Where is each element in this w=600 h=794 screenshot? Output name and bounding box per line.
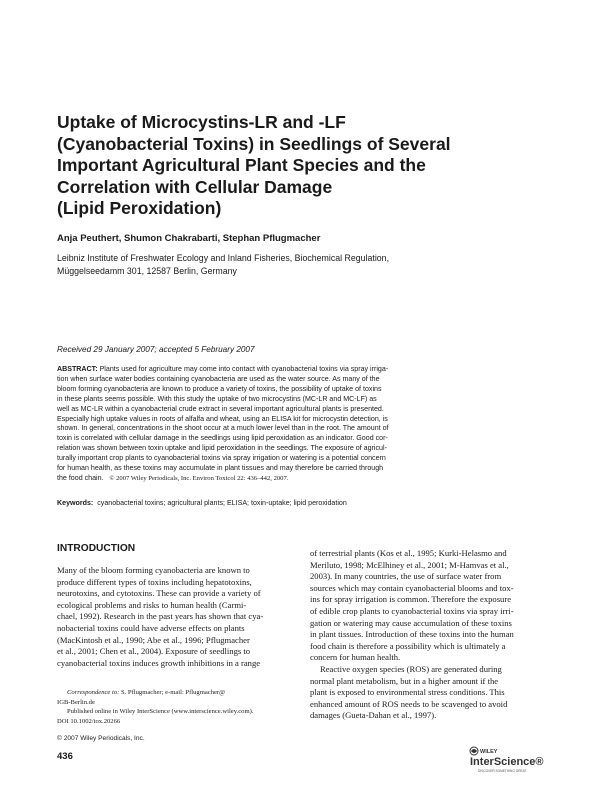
section-heading-introduction: INTRODUCTION [57, 543, 136, 554]
abstract-text: the food chain. [57, 473, 104, 482]
body-line: produce different types of toxins including hepatotoxins, [57, 576, 252, 587]
abstract-label: ABSTRACT: [57, 365, 98, 373]
article-title [57, 112, 497, 220]
abstract-line [57, 474, 547, 484]
body-line: ins for spray irrigation is common. Therefore the exposure [310, 594, 512, 605]
abstract-line: tion when surface water bodies containing cyanobacteria are used as the water source. As many of the [57, 374, 380, 383]
body-line: Many of the bloom forming cyanobacteria are known to [57, 565, 250, 575]
logo-swirl-icon [470, 747, 478, 755]
body-line: (MacKintosh et al., 1990; Abe et al., 1996; Pflugmacher [57, 634, 250, 645]
wiley-interscience-logo [468, 743, 552, 775]
keywords [57, 499, 547, 507]
body-column-left [57, 565, 292, 669]
footnote-line: DOI 10.1002/tox.20266 [57, 717, 121, 725]
body-line: food chain is therefore a possibility which is ultimately a [310, 640, 506, 651]
body-line: 2003). In many countries, the use of surface water from [310, 571, 502, 582]
received-dates: Received 29 January 2007; accepted 5 February 2007 [57, 345, 255, 354]
logo-wiley-text: WILEY [480, 749, 498, 755]
correspondence-label: Correspondence to: [67, 689, 120, 696]
body-line: chael, 1992). Research in the past years has shown that cya- [57, 611, 264, 622]
abstract-line: Especially high uptake values in roots of alfalfa and wheat, using an ELISA kit for microcystin detection, is [57, 414, 388, 423]
abstract-line: well as MC-LR within a cyanobacterial crude extract in several important agricultural plants is presented. [57, 404, 384, 413]
affiliation-line: Leibniz Institute of Freshwater Ecology and Inland Fisheries, Biochemical Regulation, [57, 253, 390, 263]
abstract-line: toxin is correlated with cellular damage in the seedlings using lipid peroxidation as an indicator. Good cor- [57, 434, 388, 443]
body-line: concern for human health. [310, 652, 401, 663]
authors: Anja Peuthert, Shumon Chakrabarti, Stephan Pflugmacher [57, 233, 321, 244]
body-line: ecological problems and risks to human health (Carmi- [57, 599, 247, 610]
body-line: gation or watering may cause accumulation of these toxins [310, 617, 512, 628]
abstract [57, 365, 547, 484]
abstract-text: Plants used for agriculture may come into contact with cyanobacterial toxins via spray irriga- [99, 365, 389, 373]
footnote-line: Published online in Wiley InterScience (www.interscience.wiley.com). [67, 708, 254, 716]
body-line: normal plant metabolism, but in a higher amount if the [310, 675, 499, 686]
abstract-line: in these plants seems possible. With this study the uptake of two microcystins (MC-LR and MC-LF) as [57, 394, 377, 403]
title-line: (Lipid Peroxidation) [57, 198, 222, 218]
correspondence-text: S. Pflugmacher; e-mail: Pflugmacher@ [120, 689, 226, 696]
copyright: © 2007 Wiley Periodicals, Inc. [57, 735, 145, 742]
body-line: Reactive oxygen species (ROS) are generated during [320, 663, 502, 674]
body-line: in plant tissues. Introduction of these toxins into the human [310, 629, 514, 640]
abstract-line: bloom forming cyanobacteria are known to produce a variety of toxins, the possibility of uptake of toxins [57, 384, 382, 393]
title-line: Uptake of Microcystins-LR and -LF [57, 112, 346, 132]
keywords-label: Keywords: [57, 499, 94, 507]
keywords-text: cyanobacterial toxins; agricultural plants; ELISA; toxin-uptake; lipid peroxidation [97, 499, 347, 507]
body-line: enhanced amount of ROS needs to be scavenged to avoid [310, 698, 508, 709]
body-line: et al., 2001; Chen et al., 2004). Exposure of seedlings to [57, 646, 251, 657]
abstract-line [57, 365, 547, 375]
footnote-line: IGB-Berlin.de [57, 698, 95, 706]
body-line: Meriluto, 1998; McElhiney et al., 2001; M-Hamvas et al., [310, 559, 509, 570]
body-line: neurotoxins, and cytotoxins. These can provide a variety of [57, 588, 261, 599]
body-line: of edible crop plants to cyanobacterial toxins via spray irri- [310, 605, 514, 616]
body-line: cyanobacterial toxins induces growth inhibitions in a range [57, 657, 261, 668]
logo-tagline-text: DISCOVER SOMETHING GREAT [478, 769, 527, 773]
body-line: sources which may contain cyanobacterial blooms and tox- [310, 582, 514, 593]
title-line: Important Agricultural Plant Species and the [57, 155, 426, 175]
page-number: 436 [57, 751, 73, 762]
body-line: plant is exposed to environmental stress conditions. This [310, 687, 505, 698]
title-line: (Cyanobacterial Toxins) in Seedlings of Several [57, 133, 451, 154]
body-line: damages (Gueta-Dahan et al., 1997). [310, 710, 437, 721]
footnote-line [57, 688, 297, 698]
body-column-right [310, 548, 546, 722]
journal-citation: © 2007 Wiley Periodicals, Inc. Environ Toxicol 22: 436–442, 2007. [109, 474, 289, 482]
abstract-line: shown. In general, concentrations in the shoot occur at a much lower level than in the root. The amount of [57, 424, 389, 433]
affiliation [57, 252, 557, 278]
title-line: Correlation with Cellular Damage [57, 176, 333, 197]
abstract-line: for human health, as these toxins may accumulate in plant tissues and may therefore be carried through [57, 464, 384, 473]
abstract-line: turally important crop plants to cyanobacterial toxins via spray irrigation or watering is a potential concern [57, 454, 386, 463]
abstract-line: relation was shown between toxin uptake and lipid peroxidation in the seedlings. The exposure of agricul- [57, 444, 387, 453]
body-line: nobacterial toxins could have adverse effects on plants [57, 622, 245, 633]
affiliation-line: Müggelseedamm 301, 12587 Berlin, Germany [57, 266, 237, 276]
logo-interscience-text: InterScience® [470, 756, 544, 768]
footnote [57, 688, 297, 726]
body-line: of terrestrial plants (Kos et al., 1995; Kurki-Helasmo and [310, 548, 507, 558]
